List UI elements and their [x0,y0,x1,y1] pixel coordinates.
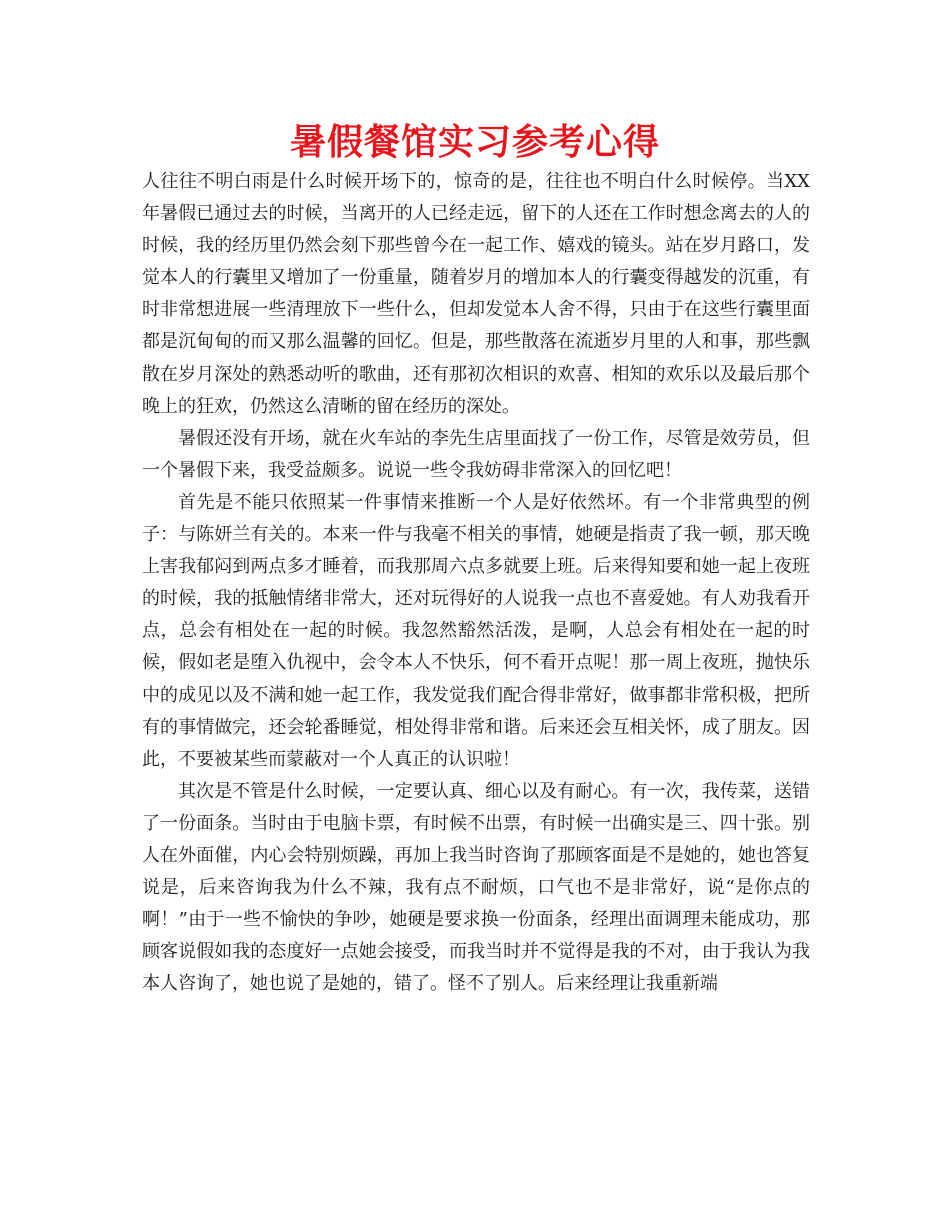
paragraph: 暑假还没有开场，就在火车站的李先生店里面找了一份工作，尽管是效劳员，但一个暑假下来，我受益颇多。说说一些令我妨碍非常深入的回忆吧！ [142,427,810,481]
document-title: 暑假餐馆实习参考心得 [289,122,660,163]
document-body [142,166,810,1000]
paragraph: 首先是不能只依照某一件事情来推断一个人是好依然坏。有一个非常典型的例子：与陈妍兰有关的。本来一件与我毫不相关的事情，她硬是指责了我一顿，那天晚上害我郁闷到两点多才睡着，而我那周六点多就要上班。后来得知要和她一起上夜班的时候，我的抵触情绪非常大，还对玩得好的人说我一点也不喜爱她。有人劝我看开点，总会有相处在一起的时候。我忽然豁然活泼，是啊，人总会有相处在一起的时候，假如老是堕入仇视中，会令本人不快乐，何不看开点呢！那一周上夜班，抛快乐中的成见以及不满和她一起工作，我发觉我们配合得非常好，做事都非常积极，把所有的事情做完，还会轮番睡觉，相处得非常和谐。后来还会互相关怀，成了朋友。因此，不要被某些而蒙蔽对一个人真正的认识啦！ [142,491,810,770]
paragraph: 人往往不明白雨是什么时候开场下的，惊奇的是，往往也不明白什么时候停。当XX年暑假已通过去的时候，当离开的人已经走远，留下的人还在工作时想念离去的人的时候，我的经历里仍然会刻下那些曾今在一起工作、嬉戏的镜头。站在岁月路口，发觉本人的行囊里又增加了一份重量，随着岁月的增加本人的行囊变得越发的沉重，有时非常想进展一些清理放下一些什么，但却发觉本人舍不得，只由于在这些行囊里面都是沉甸甸的而又那么温馨的回忆。但是，那些散落在流逝岁月里的人和事，那些飘散在岁月深处的熟悉动听的歌曲，还有那初次相识的欢喜、相知的欢乐以及最后那个晚上的狂欢，仍然这么清晰的留在经历的深处。 [142,171,810,417]
paragraph: 其次是不管是什么时候，一定要认真、细心以及有耐心。有一次，我传菜，送错了一份面条。当时由于电脑卡票，有时候不出票，有时候一出确实是三、四十张。别人在外面催，内心会特别烦躁，再加上我当时咨询了那顾客面是不是她的，她也答复说是，后来咨询我为什么不辣，我有点不耐烦，口气也不是非常好，说“是你点的啊！”由于一些不愉快的争吵，她硬是要求换一份面条，经理出面调理未能成功，那顾客说假如我的态度好一点她会接受，而我当时并不觉得是我的不对，由于我认为我本人咨询了，她也说了是她的，错了。怪不了别人。后来经理让我重新端 [142,780,810,995]
